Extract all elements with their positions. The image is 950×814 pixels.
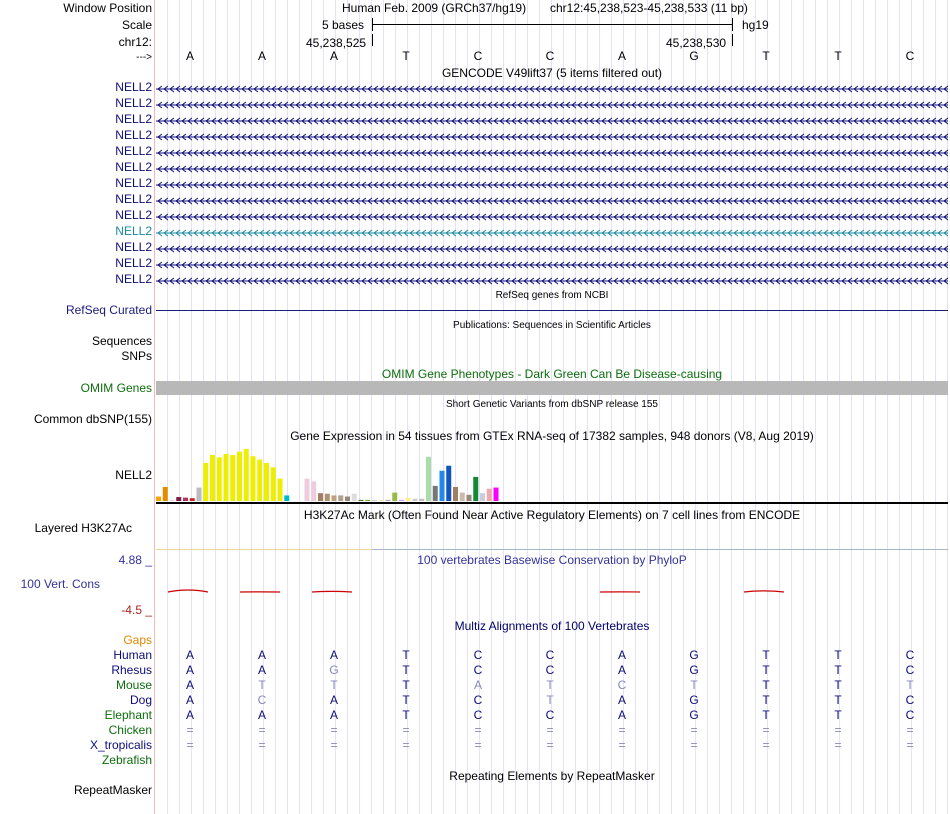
gencode-gene-label[interactable]: NELL2	[115, 272, 152, 286]
alignment-base: =	[618, 723, 626, 737]
alignment-base: =	[834, 723, 842, 737]
alignment-base: T	[402, 648, 410, 662]
alignment-base: A	[185, 693, 195, 707]
species-label[interactable]: X_tropicalis	[89, 738, 152, 752]
alignment-base: =	[258, 738, 266, 752]
alignment-base: T	[762, 663, 770, 677]
refseq-title[interactable]: RefSeq genes from NCBI	[495, 290, 609, 301]
alignment-base: =	[618, 738, 626, 752]
alignment-base: G	[329, 663, 339, 677]
alignment-base: A	[617, 708, 627, 722]
alignment-base: C	[257, 693, 267, 707]
alignment-base: A	[617, 663, 627, 677]
alignment-base: T	[762, 693, 770, 707]
alignment-base: =	[906, 738, 914, 752]
alignment-base: =	[546, 723, 554, 737]
alignment-base: A	[257, 648, 267, 662]
alignment-base: C	[473, 708, 483, 722]
alignment-base: =	[834, 738, 842, 752]
alignment-base: A	[329, 708, 339, 722]
repeatmasker-label[interactable]: RepeatMasker	[73, 783, 152, 797]
coord-left: 45,238,525	[306, 36, 367, 50]
species-label[interactable]: Mouse	[115, 678, 152, 692]
alignment-base: =	[762, 738, 770, 752]
alignment-base: T	[906, 678, 914, 692]
alignment-base: =	[402, 738, 410, 752]
alignment-base: T	[402, 708, 410, 722]
multiz-title[interactable]: Multiz Alignments of 100 Vertebrates	[454, 619, 650, 633]
alignment-base: =	[330, 738, 338, 752]
alignment-base: T	[762, 678, 770, 692]
alignment-base: A	[329, 648, 339, 662]
h3k27ac-label[interactable]: Layered H3K27Ac	[34, 521, 132, 535]
alignment-base: C	[473, 663, 483, 677]
alignment-base: T	[690, 678, 698, 692]
strand-label[interactable]: --->	[136, 52, 152, 63]
alignment-base: =	[186, 738, 194, 752]
gencode-gene-label[interactable]: NELL2	[115, 208, 152, 222]
coord-right: 45,238,530	[666, 36, 727, 50]
gencode-gene-label[interactable]: NELL2	[115, 96, 152, 110]
publications-sequences-label[interactable]: Sequences	[91, 334, 152, 348]
alignment-base: =	[330, 723, 338, 737]
position-text: chr12:45,238,523-45,238,533 (11 bp)	[550, 1, 748, 15]
alignment-base: C	[905, 708, 915, 722]
assembly-text: Human Feb. 2009 (GRCh37/hg19)	[342, 1, 527, 15]
alignment-base: C	[545, 648, 555, 662]
base-letter: G	[689, 49, 699, 63]
base-letter: C	[473, 49, 483, 63]
species-label[interactable]: Rhesus	[111, 663, 152, 677]
window-position-label: Window Position	[63, 1, 152, 15]
alignment-base: G	[689, 708, 699, 722]
species-label[interactable]: Elephant	[104, 708, 152, 722]
alignment-base: T	[402, 693, 410, 707]
alignment-base: T	[402, 678, 410, 692]
repeatmasker-title[interactable]: Repeating Elements by RepeatMasker	[449, 769, 655, 783]
alignment-base: C	[905, 648, 915, 662]
alignment-base: A	[257, 708, 267, 722]
base-letter: A	[185, 49, 195, 63]
gencode-gene-label[interactable]: NELL2	[115, 128, 152, 142]
species-label[interactable]: Dog	[129, 693, 152, 707]
alignment-base: A	[257, 663, 267, 677]
alignment-base: T	[834, 678, 842, 692]
alignment-base: T	[330, 678, 338, 692]
alignment-base: =	[474, 723, 482, 737]
base-letter: T	[762, 49, 770, 63]
alignment-base: G	[689, 693, 699, 707]
species-label[interactable]: Chicken	[108, 723, 152, 737]
alignment-base: T	[546, 693, 554, 707]
alignment-base: C	[545, 708, 555, 722]
alignment-base: T	[834, 693, 842, 707]
alignment-base: C	[905, 693, 915, 707]
alignment-base: =	[402, 723, 410, 737]
publications-title[interactable]: Publications: Sequences in Scientific Articles	[453, 320, 651, 331]
alignment-base: T	[546, 678, 554, 692]
omim-label[interactable]: OMIM Genes	[80, 381, 152, 395]
base-letter: T	[834, 49, 842, 63]
alignment-base: =	[258, 723, 266, 737]
alignment-base: A	[185, 678, 195, 692]
alignment-base: A	[185, 663, 195, 677]
alignment-base: G	[689, 648, 699, 662]
alignment-base: C	[905, 663, 915, 677]
alignment-base: C	[617, 678, 627, 692]
alignment-base: T	[762, 708, 770, 722]
omim-title[interactable]: OMIM Gene Phenotypes - Dark Green Can Be Disease-causing	[381, 367, 723, 381]
species-label[interactable]: Zebrafish	[101, 753, 152, 767]
alignment-base: =	[186, 723, 194, 737]
gencode-gene-label[interactable]: NELL2	[115, 192, 152, 206]
gencode-gene-label[interactable]: NELL2	[115, 160, 152, 174]
alignment-base: T	[834, 648, 842, 662]
alignment-base: =	[474, 738, 482, 752]
dbsnp-label[interactable]: Common dbSNP(155)	[33, 412, 152, 426]
alignment-base: =	[690, 723, 698, 737]
alignment-base: C	[473, 648, 483, 662]
gencode-gene-label[interactable]: NELL2	[115, 240, 152, 254]
gencode-gene-label[interactable]: NELL2	[115, 176, 152, 190]
alignment-base: T	[402, 663, 410, 677]
gencode-gene-label[interactable]: NELL2	[115, 144, 152, 158]
alignment-base: A	[185, 708, 195, 722]
dbsnp-title[interactable]: Short Genetic Variants from dbSNP release 155	[446, 399, 658, 410]
gencode-gene-label[interactable]: NELL2	[115, 112, 152, 126]
alignment-base: A	[185, 648, 195, 662]
conservation-min-label: -4.5 _	[121, 603, 152, 617]
alignment-base: C	[545, 663, 555, 677]
species-label[interactable]: Human	[113, 648, 152, 662]
conservation-score-mark[interactable]	[744, 591, 784, 592]
alignment-base: T	[834, 708, 842, 722]
gencode-gene-label[interactable]: NELL2	[115, 224, 152, 238]
gencode-title[interactable]: GENCODE V49lift37 (5 items filtered out)	[441, 66, 663, 80]
h3k27ac-title[interactable]: H3K27Ac Mark (Often Found Near Active Regulatory Elements) on 7 cell lines from ENCODE	[303, 508, 801, 522]
alignment-base: A	[617, 648, 627, 662]
db-label: hg19	[742, 18, 769, 32]
chrom-label: chr12:	[118, 35, 152, 49]
alignment-base: T	[258, 678, 266, 692]
alignment-base: =	[546, 738, 554, 752]
gencode-gene-label[interactable]: NELL2	[115, 256, 152, 270]
base-letter: C	[905, 49, 915, 63]
alignment-base: T	[762, 648, 770, 662]
alignment-base: G	[689, 663, 699, 677]
alignment-base: =	[906, 723, 914, 737]
alignment-base: A	[473, 678, 483, 692]
gencode-gene-label[interactable]: NELL2	[115, 80, 152, 94]
alignment-base: =	[690, 738, 698, 752]
alignment-base: A	[329, 693, 339, 707]
gtex-title[interactable]: Gene Expression in 54 tissues from GTEx RNA-seq of 17382 samples, 948 donors (V8, Aug 2019)	[290, 429, 814, 443]
base-letter: A	[329, 49, 339, 63]
alignment-base: C	[473, 693, 483, 707]
conservation-score-mark[interactable]	[312, 591, 352, 592]
gtex-gene-label[interactable]: NELL2	[115, 468, 152, 482]
alignment-base: A	[617, 693, 627, 707]
alignment-base: T	[834, 663, 842, 677]
conservation-title[interactable]: 100 vertebrates Basewise Conservation by PhyloP	[417, 553, 687, 567]
conservation-label[interactable]: 100 Vert. Cons	[20, 577, 100, 591]
base-letter: T	[402, 49, 410, 63]
multiz-gaps-label[interactable]: Gaps	[123, 633, 152, 647]
refseq-label[interactable]: RefSeq Curated	[65, 303, 152, 317]
base-letter: A	[617, 49, 627, 63]
alignment-base: =	[762, 723, 770, 737]
base-letter: C	[545, 49, 555, 63]
scale-label: Scale	[121, 18, 152, 32]
scale-text: 5 bases	[322, 18, 365, 32]
publications-snps-label[interactable]: SNPs	[121, 349, 152, 363]
conservation-score-mark[interactable]	[168, 590, 208, 592]
conservation-max-label: 4.88 _	[118, 553, 152, 567]
base-letter: A	[257, 49, 267, 63]
